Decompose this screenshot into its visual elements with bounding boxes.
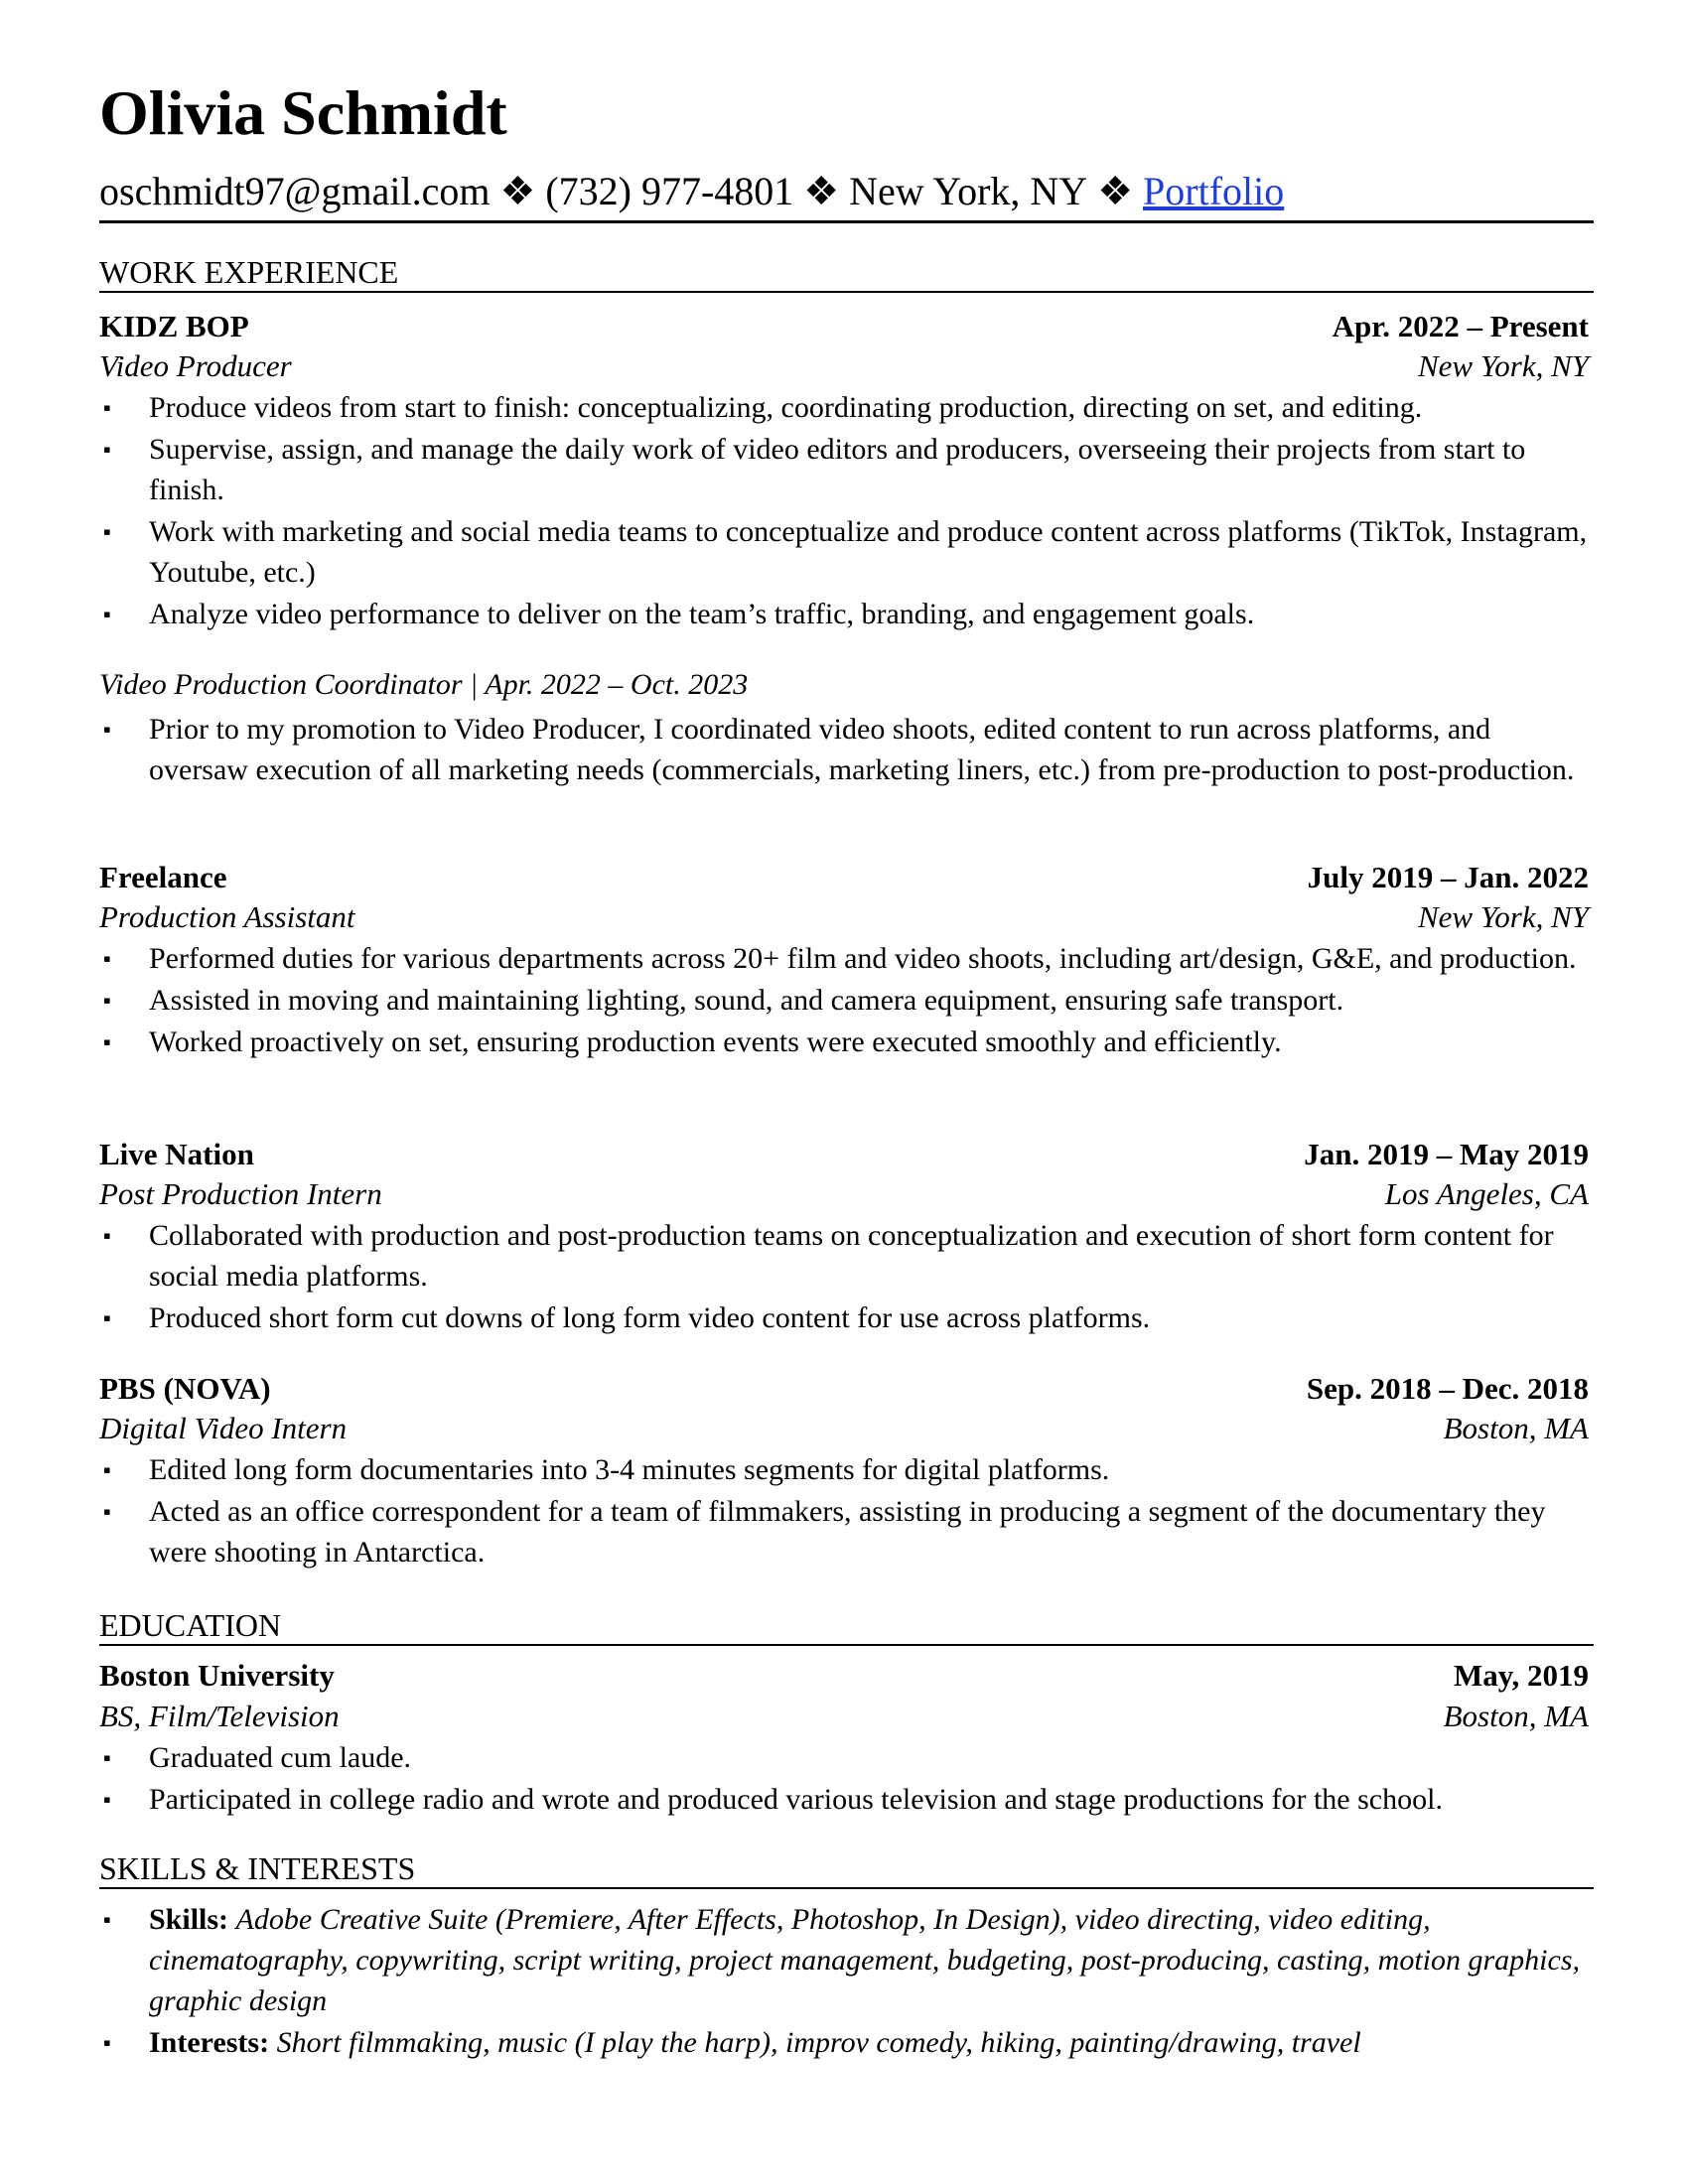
dates: Apr. 2022 – Present — [1332, 309, 1589, 343]
candidate-name: Olivia Schmidt — [99, 77, 507, 148]
company: Live Nation — [99, 1137, 254, 1171]
header-divider — [99, 220, 1594, 223]
bullet-icon: ▪ — [103, 1745, 111, 1770]
job-header — [99, 1139, 1589, 1169]
list-item: ▪ Worked proactively on set, ensuring production events were executed smoothly and efficiently. — [99, 1022, 1589, 1062]
list-item: ▪ Produced short form cut downs of long form video content for use across platforms. — [99, 1297, 1589, 1338]
degree: BS, Film/Television — [99, 1699, 340, 1733]
section-heading: EDUCATION — [99, 1609, 1594, 1646]
company: PBS (NOVA) — [99, 1371, 271, 1406]
job-title: Video Producer — [99, 348, 292, 383]
job-location: New York, NY — [1418, 899, 1589, 934]
bullet-icon: ▪ — [103, 1457, 111, 1482]
bullet-icon: ▪ — [103, 988, 111, 1013]
job-location: New York, NY — [1418, 348, 1589, 383]
bullet-icon: ▪ — [103, 602, 111, 626]
bullet-list — [99, 1899, 1589, 2063]
bullet-list — [99, 938, 1589, 1062]
graduation-date: May, 2019 — [1453, 1658, 1589, 1693]
list-item — [99, 2022, 1589, 2063]
bullet-icon: ▪ — [103, 437, 111, 462]
separator: ❖ — [1097, 169, 1134, 213]
bullet-icon: ▪ — [103, 1223, 111, 1248]
location: New York, NY — [849, 169, 1088, 213]
bullet-list — [99, 1449, 1589, 1572]
list-item — [99, 1899, 1589, 2021]
list-item: ▪ Collaborated with production and post-production teams on conceptualization and execution of short form content for social media platforms. — [99, 1215, 1589, 1297]
bullet-list — [99, 709, 1589, 790]
list-item: ▪ Graduated cum laude. — [99, 1737, 1589, 1778]
job-title: Post Production Intern — [99, 1176, 382, 1211]
company: KIDZ BOP — [99, 309, 249, 343]
list-item: ▪ Performed duties for various departments across 20+ film and video shoots, including art/design, G&E, and production. — [99, 938, 1589, 979]
separator: ❖ — [803, 169, 840, 213]
list-item: ▪ Work with marketing and social media teams to conceptualize and produce content across platforms (TikTok, Instagram, Youtube, etc.) — [99, 511, 1589, 593]
bullet-list — [99, 387, 1589, 634]
bullet-list — [99, 1215, 1589, 1338]
section-work-experience — [99, 256, 1594, 293]
job-location: Boston, MA — [1443, 1411, 1589, 1445]
prior-role: Video Production Coordinator | Apr. 2022 – Oct. 2023 — [99, 668, 749, 701]
dates: Sep. 2018 – Dec. 2018 — [1306, 1371, 1589, 1406]
education-subheader — [99, 1701, 1589, 1731]
bullet-icon: ▪ — [103, 1029, 111, 1054]
list-item: ▪ Participated in college radio and wrote and produced various television and stage productions for the school. — [99, 1779, 1589, 1820]
job-title: Production Assistant — [99, 899, 355, 934]
list-item: ▪ Acted as an office correspondent for a team of filmmakers, assisting in producing a segment of the documentary they were shooting in Antarctica. — [99, 1491, 1589, 1572]
job-subheader — [99, 1413, 1589, 1443]
list-item: ▪ Edited long form documentaries into 3-4 minutes segments for digital platforms. — [99, 1449, 1589, 1490]
section-heading: WORK EXPERIENCE — [99, 256, 1594, 293]
dates: Jan. 2019 – May 2019 — [1304, 1137, 1589, 1171]
portfolio-link[interactable]: Portfolio — [1143, 169, 1285, 213]
bullet-icon: ▪ — [103, 519, 111, 544]
skills-label: Skills: — [149, 1903, 229, 1936]
job-subheader — [99, 901, 1589, 932]
bullet-icon: ▪ — [103, 1305, 111, 1330]
section-skills — [99, 1852, 1594, 1889]
school-location: Boston, MA — [1443, 1699, 1589, 1733]
job-header — [99, 1373, 1589, 1404]
list-item: ▪ Analyze video performance to deliver on the team’s traffic, branding, and engagement goals. — [99, 594, 1589, 634]
dates: July 2019 – Jan. 2022 — [1307, 860, 1589, 894]
list-item: ▪ Prior to my promotion to Video Producer, I coordinated video shoots, edited content to run across platforms, and oversaw execution of all marketing needs (commercials, marketing liners, etc.) from pre-production to post-production. — [99, 709, 1589, 790]
bullet-icon: ▪ — [103, 717, 111, 742]
job-subheader — [99, 350, 1589, 381]
section-heading: SKILLS & INTERESTS — [99, 1852, 1594, 1889]
job-subheader — [99, 1178, 1589, 1209]
education-header — [99, 1660, 1589, 1691]
section-education — [99, 1609, 1594, 1646]
job-title: Digital Video Intern — [99, 1411, 348, 1445]
phone: (732) 977-4801 — [545, 169, 794, 213]
bullet-icon: ▪ — [103, 395, 111, 420]
bullet-list — [99, 1737, 1589, 1820]
job-location: Los Angeles, CA — [1384, 1176, 1589, 1211]
bullet-icon: ▪ — [103, 2030, 111, 2055]
bullet-icon: ▪ — [103, 1907, 111, 1932]
company: Freelance — [99, 860, 227, 894]
email: oschmidt97@gmail.com — [99, 169, 491, 213]
contact-line — [99, 169, 1285, 213]
bullet-icon: ▪ — [103, 1499, 111, 1524]
list-item: ▪ Assisted in moving and maintaining lighting, sound, and camera equipment, ensuring safe transport. — [99, 980, 1589, 1021]
interests-label: Interests: — [149, 2026, 270, 2059]
bullet-icon: ▪ — [103, 1787, 111, 1812]
list-item: ▪ Supervise, assign, and manage the daily work of video editors and producers, overseeing their projects from start to finish. — [99, 429, 1589, 510]
interests-text: Short filmmaking, music (I play the harp), improv comedy, hiking, painting/drawing, travel — [276, 2026, 1361, 2059]
list-item: ▪ Produce videos from start to finish: conceptualizing, coordinating production, directing on set, and editing. — [99, 387, 1589, 428]
job-header — [99, 862, 1589, 892]
separator: ❖ — [499, 169, 536, 213]
job-header — [99, 311, 1589, 341]
skills-text: Adobe Creative Suite (Premiere, After Effects, Photoshop, In Design), video directing, video editing, cinematography, copywriting, script writing, project management, budgeting, post-producing, casting, motion graphics, graphic design — [149, 1903, 1580, 2017]
school: Boston University — [99, 1658, 335, 1693]
bullet-icon: ▪ — [103, 946, 111, 971]
